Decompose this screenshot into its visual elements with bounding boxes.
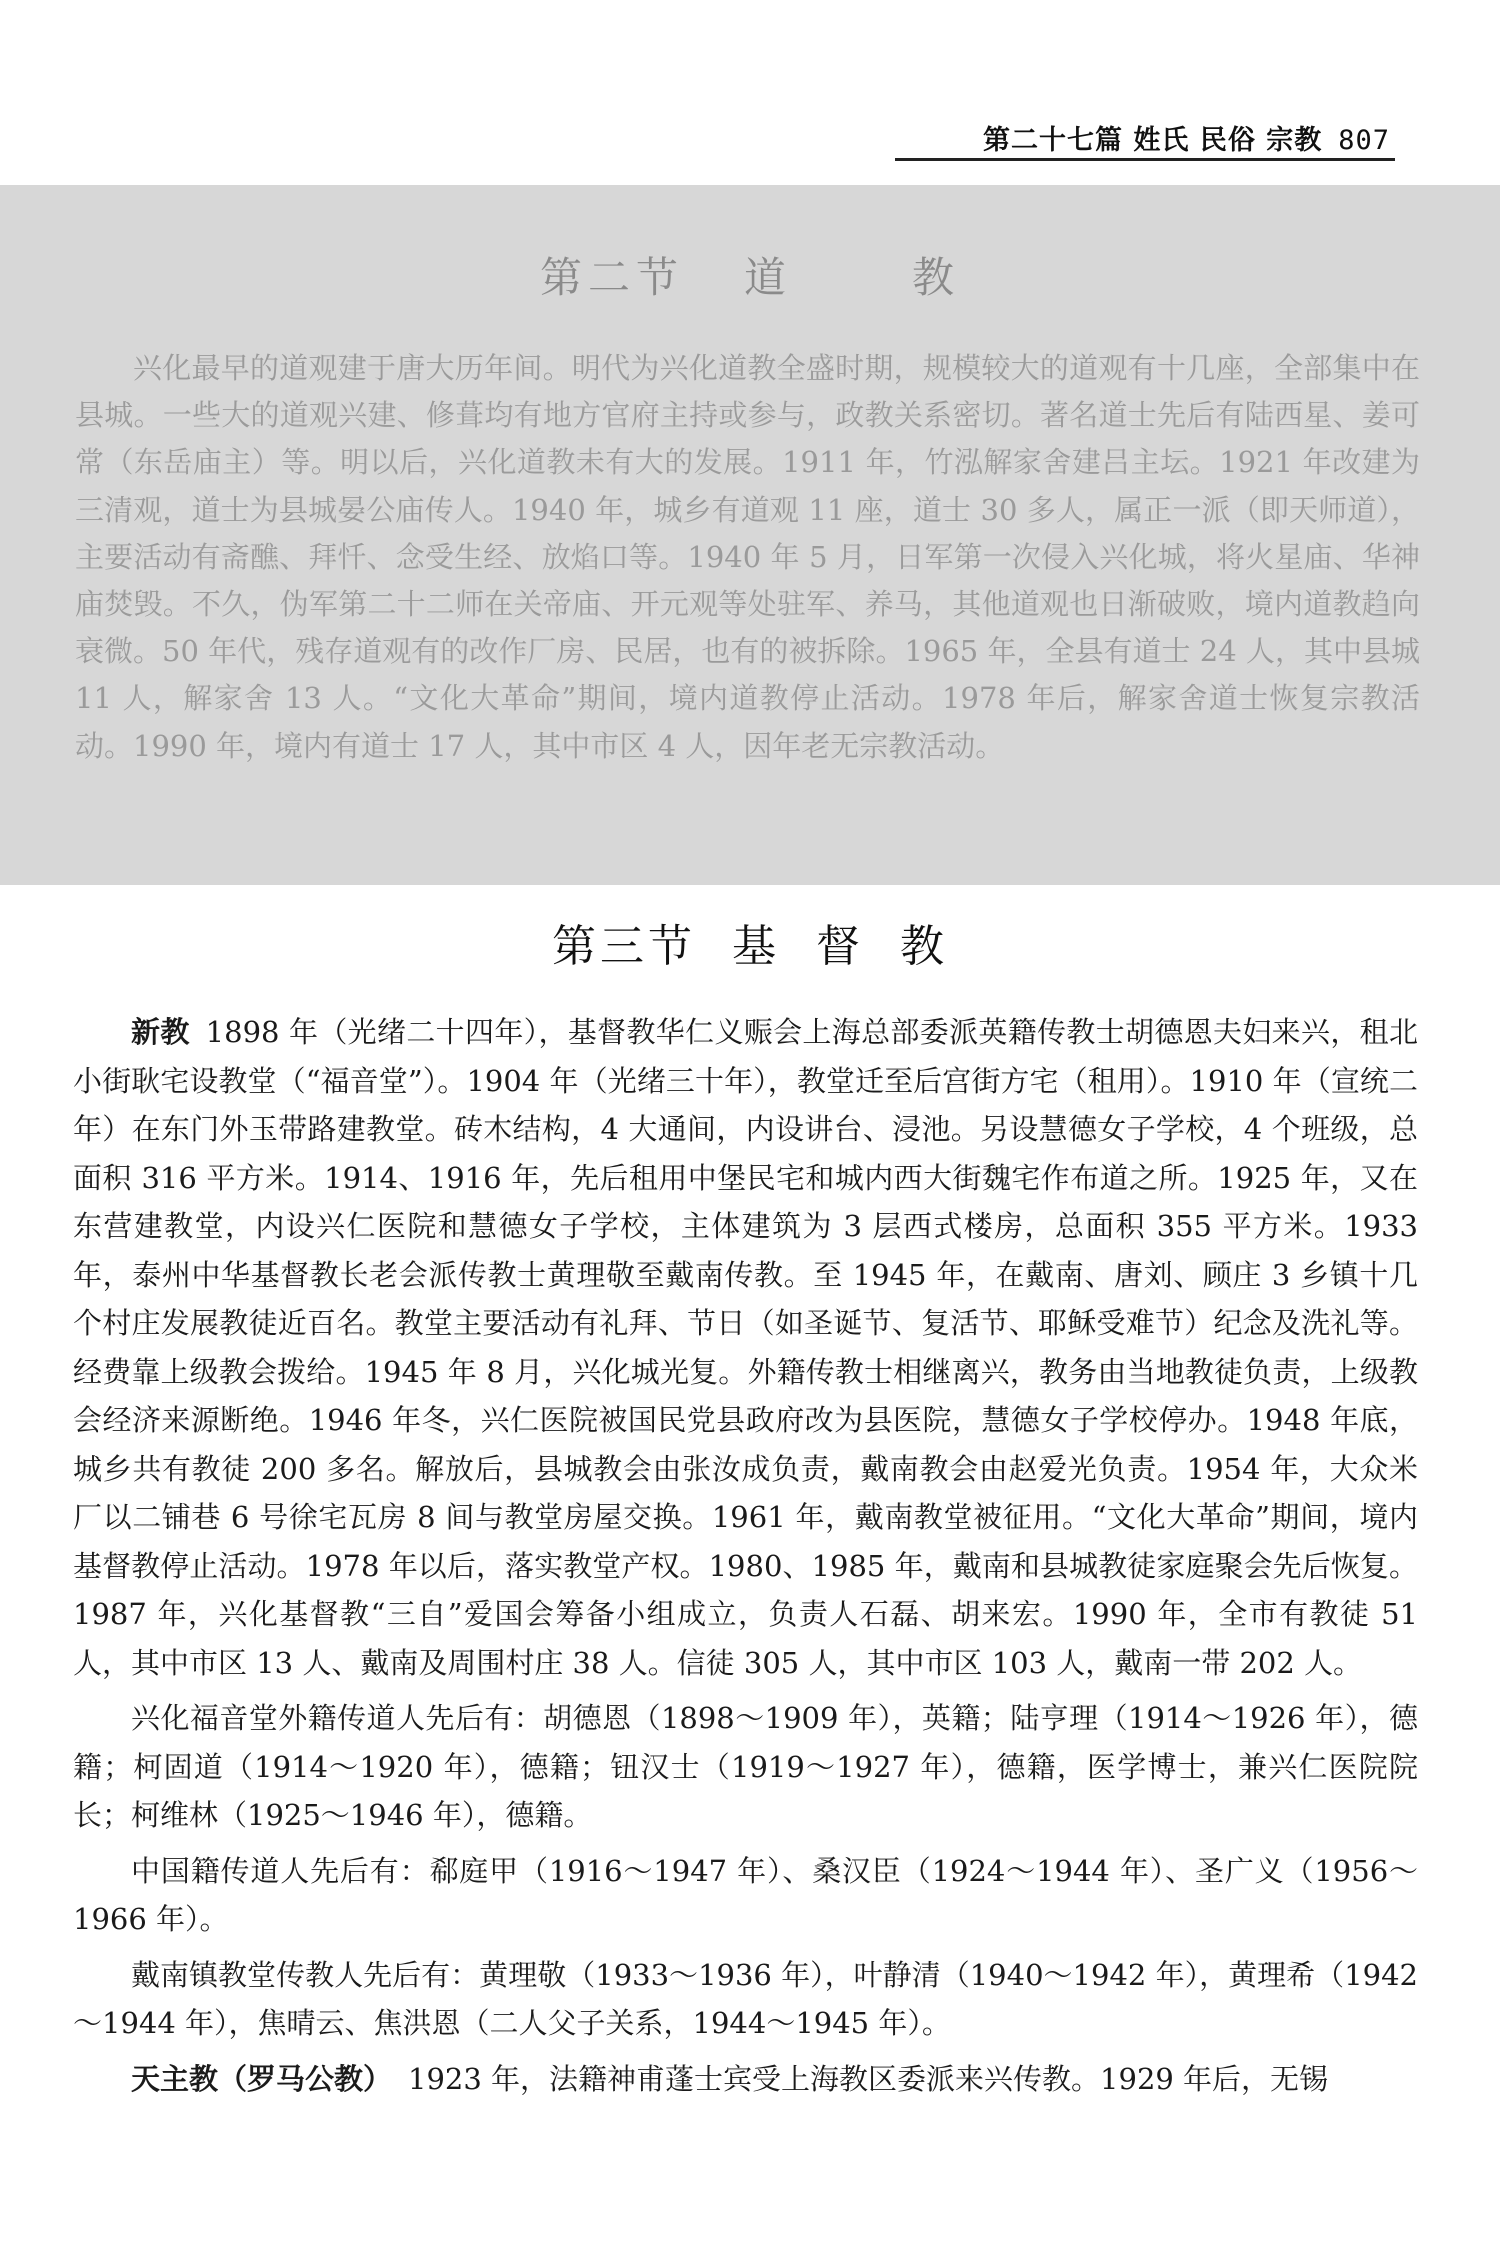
chinese-preachers-paragraph: 中国籍传道人先后有：郗庭甲（1916～1947 年）、桑汉臣（1924～1944 年）、圣广义（1956～1966 年）。 [73,1853,1418,1936]
christianity-title-char-2: 督 [816,921,864,972]
running-header [0,118,1500,164]
catholic-text: 1923 年，法籍神甫蓬士宾受上海教区委派来兴传教。1929 年后，无锡 [408,2061,1329,2096]
catholic-lead: 天主教（罗马公教） [131,2061,393,2096]
taoism-title-word-2: 教 [912,253,961,302]
catholic-paragraph [73,2055,1418,2104]
christianity-title-char-3: 教 [900,921,948,972]
christianity-body [73,1008,1418,2110]
taoism-paragraph: 兴化最早的道观建于唐大历年间。明代为兴化道教全盛时期，规模较大的道观有十几座，全部集中在县城。一些大的道观兴建、修葺均有地方官府主持或参与，政教关系密切。著名道士先后有陆西星、姜可常（东岳庙主）等。明以后，兴化道教未有大的发展。1911 年，竹泓解家舍建吕主坛。1921 年改建为三清观，道士为县城晏公庙传人。1940 年，城乡有道观 11 座，道士 30 多人，属正一派（即天师道），主要活动有斋醮、拜忏、念受生经、放焰口等。1940 年 5 月，日军第一次侵入兴化城，将火星庙、华神庙焚毁。不久，伪军第二十二师在关帝庙、开元观等处驻军、养马，其他道观也日渐破败，境内道教趋向衰微。50 年代，残存道观有的改作厂房、民居，也有的被拆除。1965 年，全县有道士 24 人，其中县城 11 人，解家舍 13 人。“文化大革命”期间，境内道教停止活动。1978 年后，解家舍道士恢复宗教活动。1990 年，境内有道士 17 人，其中市区 4 人，因年老无宗教活动。 [75,351,1420,763]
christianity-title-number: 第三节 [552,921,696,972]
christianity-section-title [0,910,1500,974]
header-rule [895,158,1395,161]
foreign-preachers-paragraph: 兴化福音堂外籍传道人先后有：胡德恩（1898～1909 年），英籍；陆亨理（1914～1926 年），德籍；柯固道（1914～1920 年），德籍；钮汉士（1919～1927 年），德籍，医学博士，兼兴仁医院院长；柯维林（1925～1946 年），德籍。 [73,1701,1418,1832]
chapter-title: 第二十七篇 姓氏 民俗 宗教 [983,125,1323,156]
page-number: 807 [1338,125,1390,156]
taoism-title-word-1: 道 [743,253,792,302]
taoism-section-title [0,245,1500,305]
christianity-title-char-1: 基 [732,921,780,972]
chapter-header [983,118,1390,157]
protestant-lead: 新教 [131,1015,190,1049]
protestant-paragraph [73,1008,1418,1687]
taoism-title-number: 第二节 [539,253,684,302]
taoism-section [0,185,1500,885]
dainan-preachers-paragraph: 戴南镇教堂传教人先后有：黄理敬（1933～1936 年），叶静清（1940～1942 年），黄理希（1942～1944 年），焦晴云、焦洪恩（二人父子关系，1944～1945 年）。 [73,1957,1418,2040]
protestant-text: 1898 年（光绪二十四年），基督教华仁义赈会上海总部委派英籍传教士胡德恩夫妇来兴，租北小街耿宅设教堂（“福音堂”）。1904 年（光绪三十年），教堂迁至后宫街方宅（租用）。1910 年（宣统二年）在东门外玉带路建教堂。砖木结构，4 大通间，内设讲台、浸池。另设慧德女子学校，4 个班级，总面积 316 平方米。1914、1916 年，先后租用中堡民宅和城内西大街魏宅作布道之所。1925 年，又在东营建教堂，内设兴仁医院和慧德女子学校，主体建筑为 3 层西式楼房，总面积 355 平方米。1933 年，泰州中华基督教长老会派传教士黄理敬至戴南传教。至 1945 年，在戴南、唐刘、顾庄 3 乡镇十几个村庄发展教徒近百名。教堂主要活动有礼拜、节日（如圣诞节、复活节、耶稣受难节）纪念及洗礼等。经费靠上级教会拨给。1945 年 8 月，兴化城光复。外籍传教士相继离兴，教务由当地教徒负责，上级教会经济来源断绝。1946 年冬，兴仁医院被国民党县政府改为县医院，慧德女子学校停办。1948 年底，城乡共有教徒 200 多名。解放后，县城教会由张汝成负责，戴南教会由赵爱光负责。1954 年，大众米厂以二铺巷 6 号徐宅瓦房 8 间与教堂房屋交换。1961 年，戴南教堂被征用。“文化大革命”期间，境内基督教停止活动。1978 年以后，落实教堂产权。1980、1985 年，戴南和县城教徒家庭聚会先后恢复。1987 年，兴化基督教“三自”爱国会筹备小组成立，负责人石磊、胡来宏。1990 年，全市有教徒 51 人，其中市区 13 人、戴南及周围村庄 38 人。信徒 305 人，其中市区 103 人，戴南一带 202 人。 [73,1015,1418,1680]
